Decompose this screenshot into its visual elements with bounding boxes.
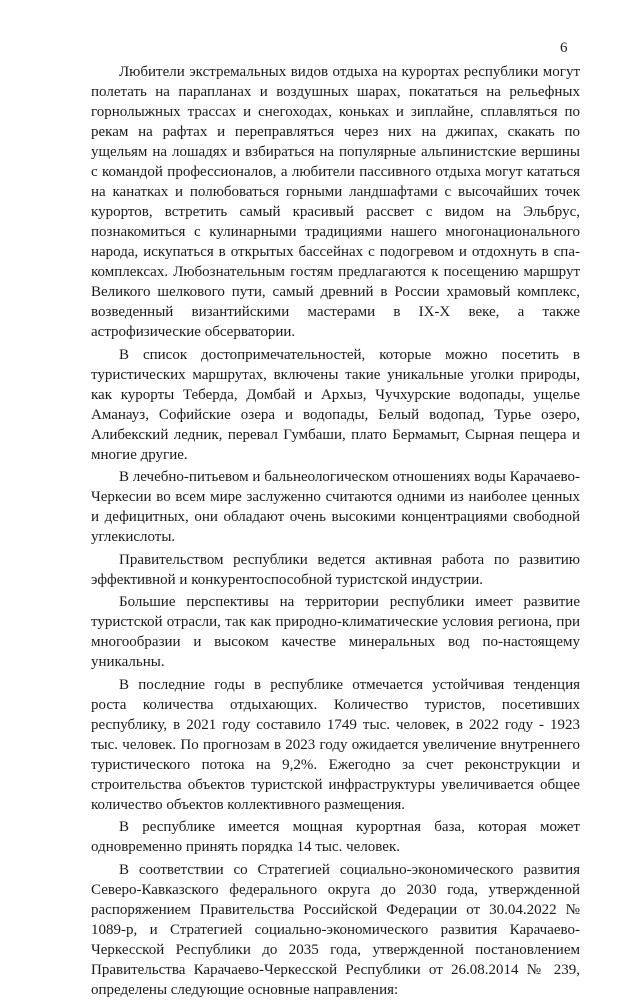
document-body	[91, 62, 580, 1002]
paragraph-extreme-tourism: Любители экстремальных видов отдыха на курортах республики могут полетать на парапланах и воздушных шарах, покататься на рельефных горнолыжных трассах и снегоходах, коньках и зиплайне, сплавляться по рекам на рафтах и переправляться через них на джипах, скакать по ущельям на лошадях и взбираться на популярные альпинистские вершины с командой профессионалов, а любители пассивного отдыха могут кататься на канатках и полюбоваться горными ландшафтами с высочайших точек курортов, встретить самый красивый рассвет с видом на Эльбрус, познакомиться с кулинарными традициями нашего многонационального народа, искупаться в открытых бассейнах с подогревом и отдохнуть в спа-комплексах. Любознательным гостям предлагаются к посещению маршрут Великого шелкового пути, самый древний в России храмовый комплекс, возведенный византийскими мастерами в IX-X веке, а также астрофизические обсерватории.	[91, 64, 580, 340]
paragraph-strategy: В соответствии со Стратегией социально-экономического развития Северо-Кавказского федерального округа до 2030 года, утвержденной распоряжением Правительства Российской Федерации от 30.04.2022 № 1089-р, и Стратегией социально-экономического развития Карачаево-Черкесской Республики до 2035 года, утвержденной постановлением Правительства Карачаево-Черкесской Республики от 26.08.2014 № 239, определены следующие основные направления:	[91, 861, 580, 998]
paragraph-tourist-growth: В последние годы в республике отмечается устойчивая тенденция роста количества отдыхающих. Количество туристов, посетивших республику, в 2021 году составило 1749 тыс. человек, в 2022 году - 1923 тыс. человек. По прогнозам в 2023 году ожидается увеличение внутреннего туристического потока на 9,2%. Ежегодно за счет реконструкции и строительства объектов туристской инфраструктуры увеличивается общее количество объектов коллективного размещения.	[91, 676, 580, 813]
paragraph-resort-capacity: В республике имеется мощная курортная база, которая может одновременно принять порядка 14 тыс. человек.	[91, 819, 580, 855]
paragraph-government-work: Правительством республики ведется активная работа по развитию эффективной и конкурентоспособной туристской индустрии.	[91, 551, 580, 588]
paragraph-mineral-waters: В лечебно-питьевом и бальнеологическом отношениях воды Карачаево-Черкесии во всем мире заслуженно считаются одними из наиболее ценных и дефицитных, они обладают очень высокими концентрациями свободной углекислоты.	[91, 469, 580, 545]
page-number: 6	[560, 40, 568, 56]
paragraph-prospects: Большие перспективы на территории республики имеет развитие туристской отрасли, так как природно-климатические условия региона, при многообразии и высоком качестве минеральных вод по-настоящему уникальны.	[91, 594, 580, 670]
paragraph-attractions: В список достопримечательностей, которые можно посетить в туристических маршрутах, включены такие уникальные уголки природы, как курорты Теберда, Домбай и Архыз, Чучхурские водопады, ущелье Аманауз, Софийские озера и водопады, Белый водопад, Турье озеро, Алибекский ледник, перевал Гумбаши, плато Бермамыт, Сырная пещера и многие другие.	[91, 346, 580, 463]
